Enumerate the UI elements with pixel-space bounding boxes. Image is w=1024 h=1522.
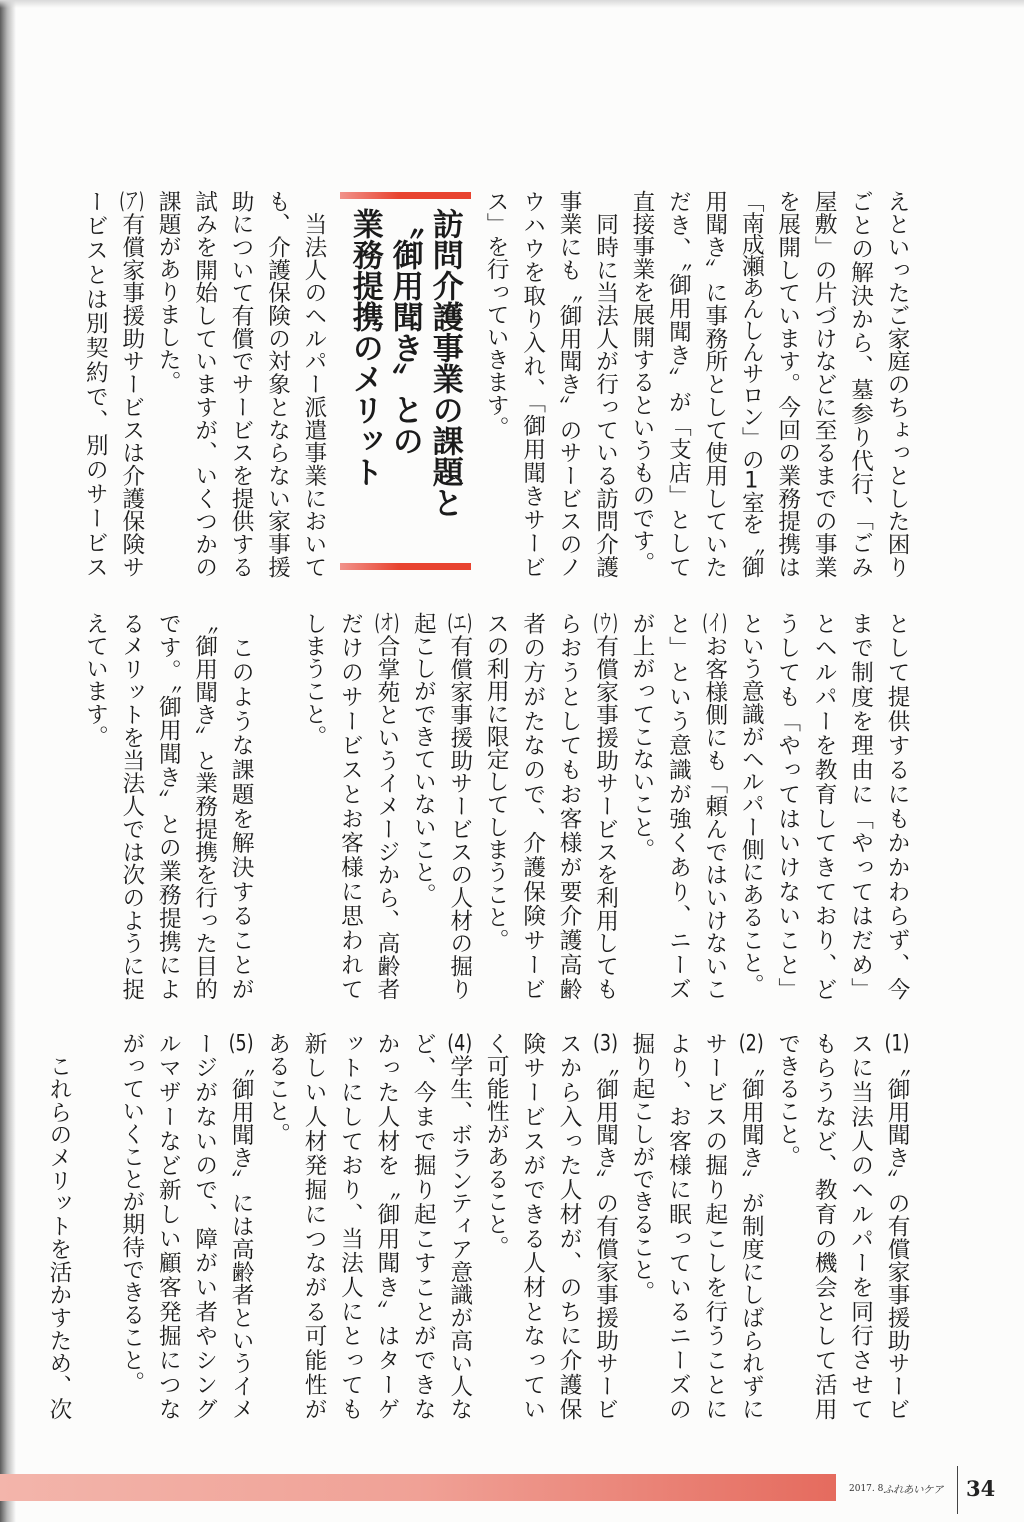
text-column bbox=[551, 190, 587, 578]
text-column bbox=[842, 1032, 878, 1420]
text-column bbox=[696, 612, 732, 1000]
text-column bbox=[696, 1032, 732, 1420]
column-text: (ウ)有償家事援助サービスを利用しても bbox=[592, 612, 619, 1001]
column-text: るメリットを当法人では次のように捉 bbox=[118, 612, 145, 1001]
heading-rule-top bbox=[340, 192, 471, 199]
text-column bbox=[150, 612, 186, 1000]
column-text: 者の方がたなので、介護保険サービ bbox=[519, 612, 546, 1002]
magazine-logo: ふれあいケア bbox=[883, 1484, 943, 1496]
text-column bbox=[296, 612, 332, 1000]
heading-line: 訪問介護事業の課題と bbox=[426, 208, 463, 518]
text-column bbox=[332, 612, 368, 1000]
paragraph bbox=[733, 612, 915, 1004]
text-column bbox=[368, 1032, 404, 1420]
column-text: (ア)有償家事援助サービスは介護保険サ bbox=[118, 190, 145, 579]
text-column bbox=[514, 612, 550, 1000]
column-text: を展開しています。今回の業務提携は bbox=[774, 190, 801, 579]
text-column bbox=[478, 190, 514, 578]
paragraph bbox=[113, 1032, 259, 1424]
scan-edge-shadow bbox=[0, 0, 16, 1522]
paragraph bbox=[478, 612, 624, 1004]
text-column bbox=[223, 1032, 259, 1420]
text-column bbox=[77, 612, 113, 1000]
text-column bbox=[733, 190, 769, 578]
column-text: (2)〝御用聞き〟が制度にしばられずに bbox=[738, 1032, 765, 1421]
column-text: も、介護保険の対象とならない家事援 bbox=[264, 190, 291, 579]
text-column bbox=[405, 612, 441, 1000]
column-text: らおうとしてもお客様が要介護高齢 bbox=[556, 612, 583, 1002]
text-column bbox=[186, 612, 222, 1000]
text-column bbox=[259, 1032, 295, 1420]
text-column bbox=[77, 190, 113, 578]
text-column bbox=[842, 612, 878, 1000]
text-column bbox=[368, 612, 404, 1000]
text-column bbox=[806, 612, 842, 1000]
column-text: ス」を行っていきます。 bbox=[483, 190, 510, 439]
column-text: です。〝御用聞き〟との業務提携によ bbox=[155, 612, 182, 1001]
column-text: だき、〝御用聞き〟が「支店」として bbox=[665, 190, 692, 579]
column-text: もらうなど、教育の機会として活用 bbox=[811, 1032, 838, 1422]
column-text: ごとの解決から、墓参り代行、「ごみ bbox=[847, 190, 874, 579]
column-text: と」という意識が強くあり、ニーズ bbox=[665, 612, 692, 1002]
column-text: として提供するにもかかわらず、今 bbox=[884, 612, 910, 1002]
text-column bbox=[879, 1032, 915, 1420]
column-text: ービスとは別契約で、別のサービス bbox=[82, 190, 109, 580]
column-text: がっていくことが期待できること。 bbox=[118, 1032, 145, 1394]
paragraph bbox=[259, 1032, 478, 1424]
column-text: が上がってこないこと。 bbox=[628, 612, 655, 861]
text-column bbox=[587, 612, 623, 1000]
column-text: (4)学生、ボランティア意識が高い人な bbox=[446, 1032, 473, 1421]
column-text: (5)〝御用聞き〟には高齢者というイメ bbox=[228, 1032, 255, 1421]
column-text: これらのメリットを活かすため、次 bbox=[45, 1032, 72, 1421]
text-column bbox=[587, 190, 623, 578]
paragraph bbox=[296, 612, 405, 1004]
text-column bbox=[186, 190, 222, 578]
text-column bbox=[113, 1032, 149, 1420]
page-number: 34 bbox=[966, 1476, 996, 1501]
column-text: ットにしており、当法人にとっても bbox=[337, 1032, 364, 1422]
text-column bbox=[660, 1032, 696, 1420]
column-text: (3)〝御用聞き〟の有償家事援助サービ bbox=[592, 1032, 619, 1421]
paragraph bbox=[624, 612, 733, 1004]
column-text: 用聞き〟に事務所として使用していた bbox=[701, 190, 728, 579]
text-column bbox=[733, 612, 769, 1000]
column-text: 「南成瀬あんしんサロン」の1室を〝御 bbox=[738, 190, 765, 577]
paragraph bbox=[405, 612, 478, 1004]
column-text: 掘り起こしができること。 bbox=[628, 1032, 655, 1304]
column-gap bbox=[259, 612, 295, 1000]
text-tier-bottom bbox=[39, 1032, 915, 1424]
paragraph bbox=[77, 190, 150, 582]
section-heading bbox=[332, 190, 478, 582]
text-column bbox=[624, 612, 660, 1000]
column-text: く可能性があること。 bbox=[483, 1032, 510, 1258]
issue-date: 2017. 8 bbox=[849, 1484, 884, 1494]
text-column bbox=[624, 190, 660, 578]
text-column bbox=[41, 1032, 77, 1420]
text-column bbox=[769, 612, 805, 1000]
text-tier-top bbox=[39, 190, 915, 582]
paragraph bbox=[624, 1032, 770, 1424]
text-column bbox=[806, 1032, 842, 1420]
text-column bbox=[113, 190, 149, 578]
paragraph bbox=[150, 190, 332, 582]
text-column bbox=[879, 190, 915, 578]
footer-color-band bbox=[0, 1474, 836, 1501]
column-text: スに当法人のヘルパーを同行させて bbox=[847, 1032, 874, 1422]
scan-top-shadow bbox=[0, 0, 1024, 8]
text-column bbox=[296, 1032, 332, 1420]
text-column bbox=[806, 190, 842, 578]
text-column bbox=[660, 190, 696, 578]
text-column bbox=[478, 1032, 514, 1420]
column-text: 新しい人材発掘につながる可能性が bbox=[301, 1032, 327, 1422]
text-column bbox=[551, 1032, 587, 1420]
footer-divider bbox=[957, 1466, 958, 1514]
column-text: ウハウを取り入れ、「御用聞きサービ bbox=[519, 190, 546, 579]
column-text: 起こしができていないこと。 bbox=[410, 612, 437, 906]
text-tier-middle bbox=[39, 612, 915, 1004]
paragraph bbox=[624, 190, 916, 582]
column-text: 直接事業を展開するというものです。 bbox=[628, 190, 655, 575]
heading-line: 〝御用聞き〟との bbox=[386, 208, 423, 456]
text-column bbox=[223, 190, 259, 578]
text-column bbox=[660, 612, 696, 1000]
text-column bbox=[150, 1032, 186, 1420]
heading-text bbox=[345, 208, 465, 553]
text-column bbox=[842, 190, 878, 578]
column-text: 〝御用聞き〟と業務提携を行った目的 bbox=[191, 612, 218, 1001]
column-text: サービスの掘り起こしを行うことに bbox=[701, 1032, 728, 1422]
column-text: ージがないので、障がい者やシング bbox=[191, 1032, 218, 1422]
column-text: という意識がヘルパー側にあること。 bbox=[738, 612, 765, 997]
column-text: あること。 bbox=[264, 1032, 291, 1145]
text-column bbox=[186, 1032, 222, 1420]
text-column bbox=[150, 190, 186, 578]
heading-rule-bottom bbox=[340, 563, 471, 570]
column-text: えといったご家庭のちょっとした困り bbox=[884, 190, 910, 579]
text-column bbox=[696, 190, 732, 578]
text-column bbox=[259, 190, 295, 578]
column-gap bbox=[77, 1032, 113, 1420]
column-text: えています。 bbox=[82, 612, 109, 748]
column-text: だけのサービスとお客様に思われて bbox=[337, 612, 364, 1002]
column-text: うしても「やってはいけないこと」 bbox=[774, 612, 801, 1002]
text-column bbox=[879, 612, 915, 1000]
column-text: まで制度を理由に「やってはだめ」 bbox=[847, 612, 874, 1002]
column-text: (オ)合掌苑というイメージから、高齢者 bbox=[373, 612, 400, 1001]
paragraph bbox=[478, 190, 624, 582]
paragraph bbox=[769, 1032, 915, 1424]
column-text: (エ)有償家事援助サービスの人材の掘り bbox=[446, 612, 473, 1001]
column-text: とヘルパーを教育してきており、ど bbox=[811, 612, 838, 1002]
column-text: 課題がありました。 bbox=[155, 190, 182, 394]
paragraph bbox=[77, 612, 259, 1004]
column-text: 同時に当法人が行っている訪問介護 bbox=[592, 190, 619, 579]
text-column bbox=[223, 612, 259, 1000]
column-text: スの利用に限定してしまうこと。 bbox=[483, 612, 510, 951]
column-text: 事業にも〝御用聞き〟のサービスのノ bbox=[556, 190, 583, 579]
text-column bbox=[769, 1032, 805, 1420]
column-text: スから入った人材が、のちに介護保 bbox=[556, 1032, 583, 1422]
paragraph bbox=[41, 1032, 77, 1424]
column-text: (イ)お客様側にも「頼んではいけないこ bbox=[701, 612, 728, 1001]
column-text: 助について有償でサービスを提供する bbox=[228, 190, 255, 579]
text-column bbox=[514, 190, 550, 578]
column-text: できること。 bbox=[774, 1032, 801, 1168]
text-column bbox=[405, 1032, 441, 1420]
column-text: しまうこと。 bbox=[301, 612, 327, 748]
text-column bbox=[769, 190, 805, 578]
column-text: かった人材を〝御用聞き〟はターゲ bbox=[373, 1032, 400, 1422]
text-column bbox=[514, 1032, 550, 1420]
text-column bbox=[733, 1032, 769, 1420]
heading-line: 業務提携のメリット bbox=[346, 208, 383, 487]
column-text: 険サービスができる人材となってい bbox=[519, 1032, 546, 1422]
column-text: (1)〝御用聞き〟の有償家事援助サービ bbox=[884, 1032, 910, 1421]
column-text: 当法人のヘルパー派遣事業において bbox=[300, 190, 327, 579]
text-column bbox=[624, 1032, 660, 1420]
column-text: このような課題を解決することが bbox=[228, 612, 255, 1002]
text-column bbox=[441, 612, 477, 1000]
text-column bbox=[441, 1032, 477, 1420]
column-text: 屋敷」の片づけなどに至るまでの事業 bbox=[811, 190, 838, 579]
text-column bbox=[332, 1032, 368, 1420]
paragraph bbox=[478, 1032, 624, 1424]
column-text: より、お客様に眠っているニーズの bbox=[665, 1032, 692, 1422]
text-column bbox=[113, 612, 149, 1000]
text-column bbox=[478, 612, 514, 1000]
column-text: ルマザーなど新しい顧客発掘につな bbox=[155, 1032, 182, 1422]
text-column bbox=[587, 1032, 623, 1420]
text-column bbox=[296, 190, 332, 578]
column-text: ど、今まで掘り起こすことができな bbox=[410, 1032, 437, 1422]
column-text: 試みを開始していますが、いくつかの bbox=[191, 190, 218, 579]
text-column bbox=[551, 612, 587, 1000]
